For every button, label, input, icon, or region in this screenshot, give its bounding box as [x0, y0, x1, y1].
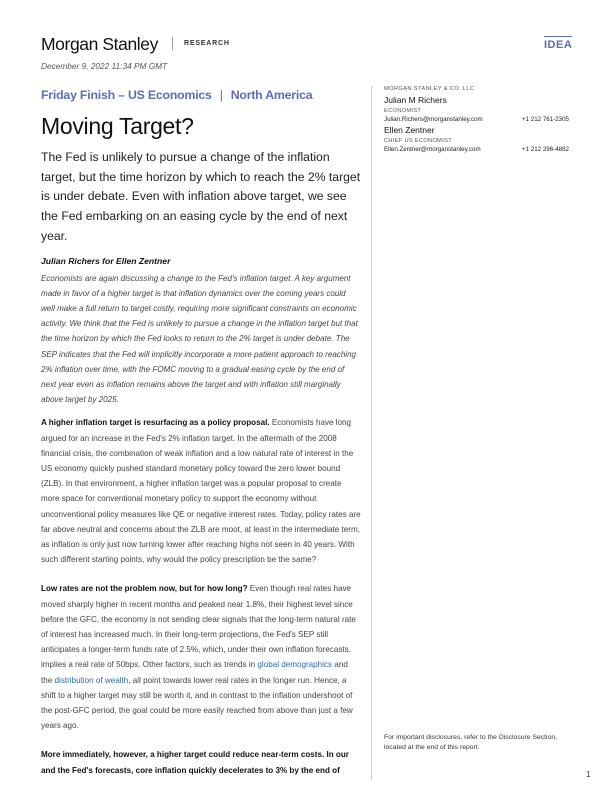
paragraph-body: Economists have long argued for an increase in the Fed's 2% inflation target. In the aftermath of the 2008 financial crisis, the combination of weak inflation and a low natural rate of interest in the US economy quickly pushed standard monetary policy toward the zero lower bound (ZLB). In that environment, a higher inflation target was a popular proposal to create more space for conventional monetary policy to support the economy without unconventional policy measures like QE or negative interest rates. Today, policy rates are far above neutral and concerns about the ZLB are moot, at least in the intermediate term, as inflation is only just now turning lower after reaching highs not seen in 40 years. With such different starting points, why would the policy prescription be the same?: [41, 418, 361, 565]
author-role: ECONOMIST: [384, 108, 422, 114]
paragraph-policy-proposal: [41, 415, 361, 567]
author-email[interactable]: Julian.Richers@morganstanley.com: [384, 116, 483, 123]
firm-name: MORGAN STANLEY & CO. LLC: [384, 86, 475, 92]
publish-date: December 9, 2022 11:34 PM GMT: [41, 61, 168, 71]
region-name: North America: [230, 88, 313, 102]
idea-badge: IDEA: [544, 36, 572, 51]
disclosure-note: For important disclosures, refer to the Disclosure Section, located at the end of this report.: [384, 734, 558, 751]
global-demographics-link[interactable]: global demographics: [257, 660, 333, 670]
research-label: RESEARCH: [184, 40, 230, 47]
series-name: Friday Finish – US Economics: [41, 88, 212, 102]
author-name: Ellen Zentner: [384, 125, 435, 135]
series-separator: |: [219, 88, 223, 102]
abstract: Economists are again discussing a change to the Fed's inflation target. A key argument made in favor of a higher target is that inflation dynamics over the coming years could well make a full return to target costly, requiring more significant constraints on economic activity. We think that the Fed is unlikely to pursue a change in the inflation target but that the time horizon by which the Fed looks to return to the 2% target is under debate. The SEP indicates that the Fed will implicitly incorporate a more patient approach to reaching 2% inflation over time, with the FOMC moving to a gradual easing cycle by the end of next year even as inflation remains above the target and with inflation still marginally above target by 2025.: [41, 273, 358, 405]
distribution-of-wealth-link[interactable]: distribution of wealth: [54, 675, 129, 685]
author-email[interactable]: Ellen.Zentner@morganstanley.com: [384, 146, 481, 153]
logo-divider: [172, 37, 173, 50]
morgan-stanley-logo: Morgan Stanley: [41, 34, 158, 54]
summary: The Fed is unlikely to pursue a change of the inflation target, but the time horizon by which to reach the 2% target is under debate. Even with inflation above target, we see the Fed embarking on an easing cycle by the end of next year.: [41, 150, 361, 243]
paragraph-lead: Low rates are not the problem now, but for how long?: [41, 584, 248, 594]
column-divider: [371, 86, 372, 780]
author-line: Julian Richers for Ellen Zentner: [41, 255, 171, 266]
paragraph-near-term-costs: More immediately, however, a higher target could reduce near-term costs. In our and the Fed's forecasts, core inflation quickly decelerates to 3% by the end of: [41, 750, 349, 775]
author-name: Julian M Richers: [384, 95, 447, 105]
page-title: Moving Target?: [41, 113, 194, 139]
paragraph-lead: A higher inflation target is resurfacing as a policy proposal.: [41, 418, 270, 428]
paragraph-body: Even though real rates have moved sharply higher in recent months and peaked near 1.8%, their highest level since before the GFC, the economy is not sending clear signals that the long-term natural rate of interest has increased much. In their long-term projections, the Fed's SEP still anticipates a longer-term funds rate of 2.5%, which, under their own inflation forecasts, implies a real rate of 50bps. Other factors, such as trends in: [41, 584, 356, 670]
paragraph-low-rates: [41, 581, 361, 733]
page-number: 1: [586, 770, 591, 779]
author-phone: +1 212 761-2305: [522, 116, 569, 123]
author-role: CHIEF US ECONOMIST: [384, 138, 452, 144]
report-series: [41, 86, 361, 104]
paragraph-body: and the: [41, 660, 348, 685]
main-column: [41, 86, 361, 778]
paragraph-body: , all point towards lower real rates in the longer run. Hence, a shift to a higher target may still be worth it, and in contrast to the inflation undershoot of the post-GFC period, the goal could be more easily reached from above than just a few years ago.: [41, 675, 353, 731]
author-phone: +1 212 296-4882: [522, 146, 569, 153]
